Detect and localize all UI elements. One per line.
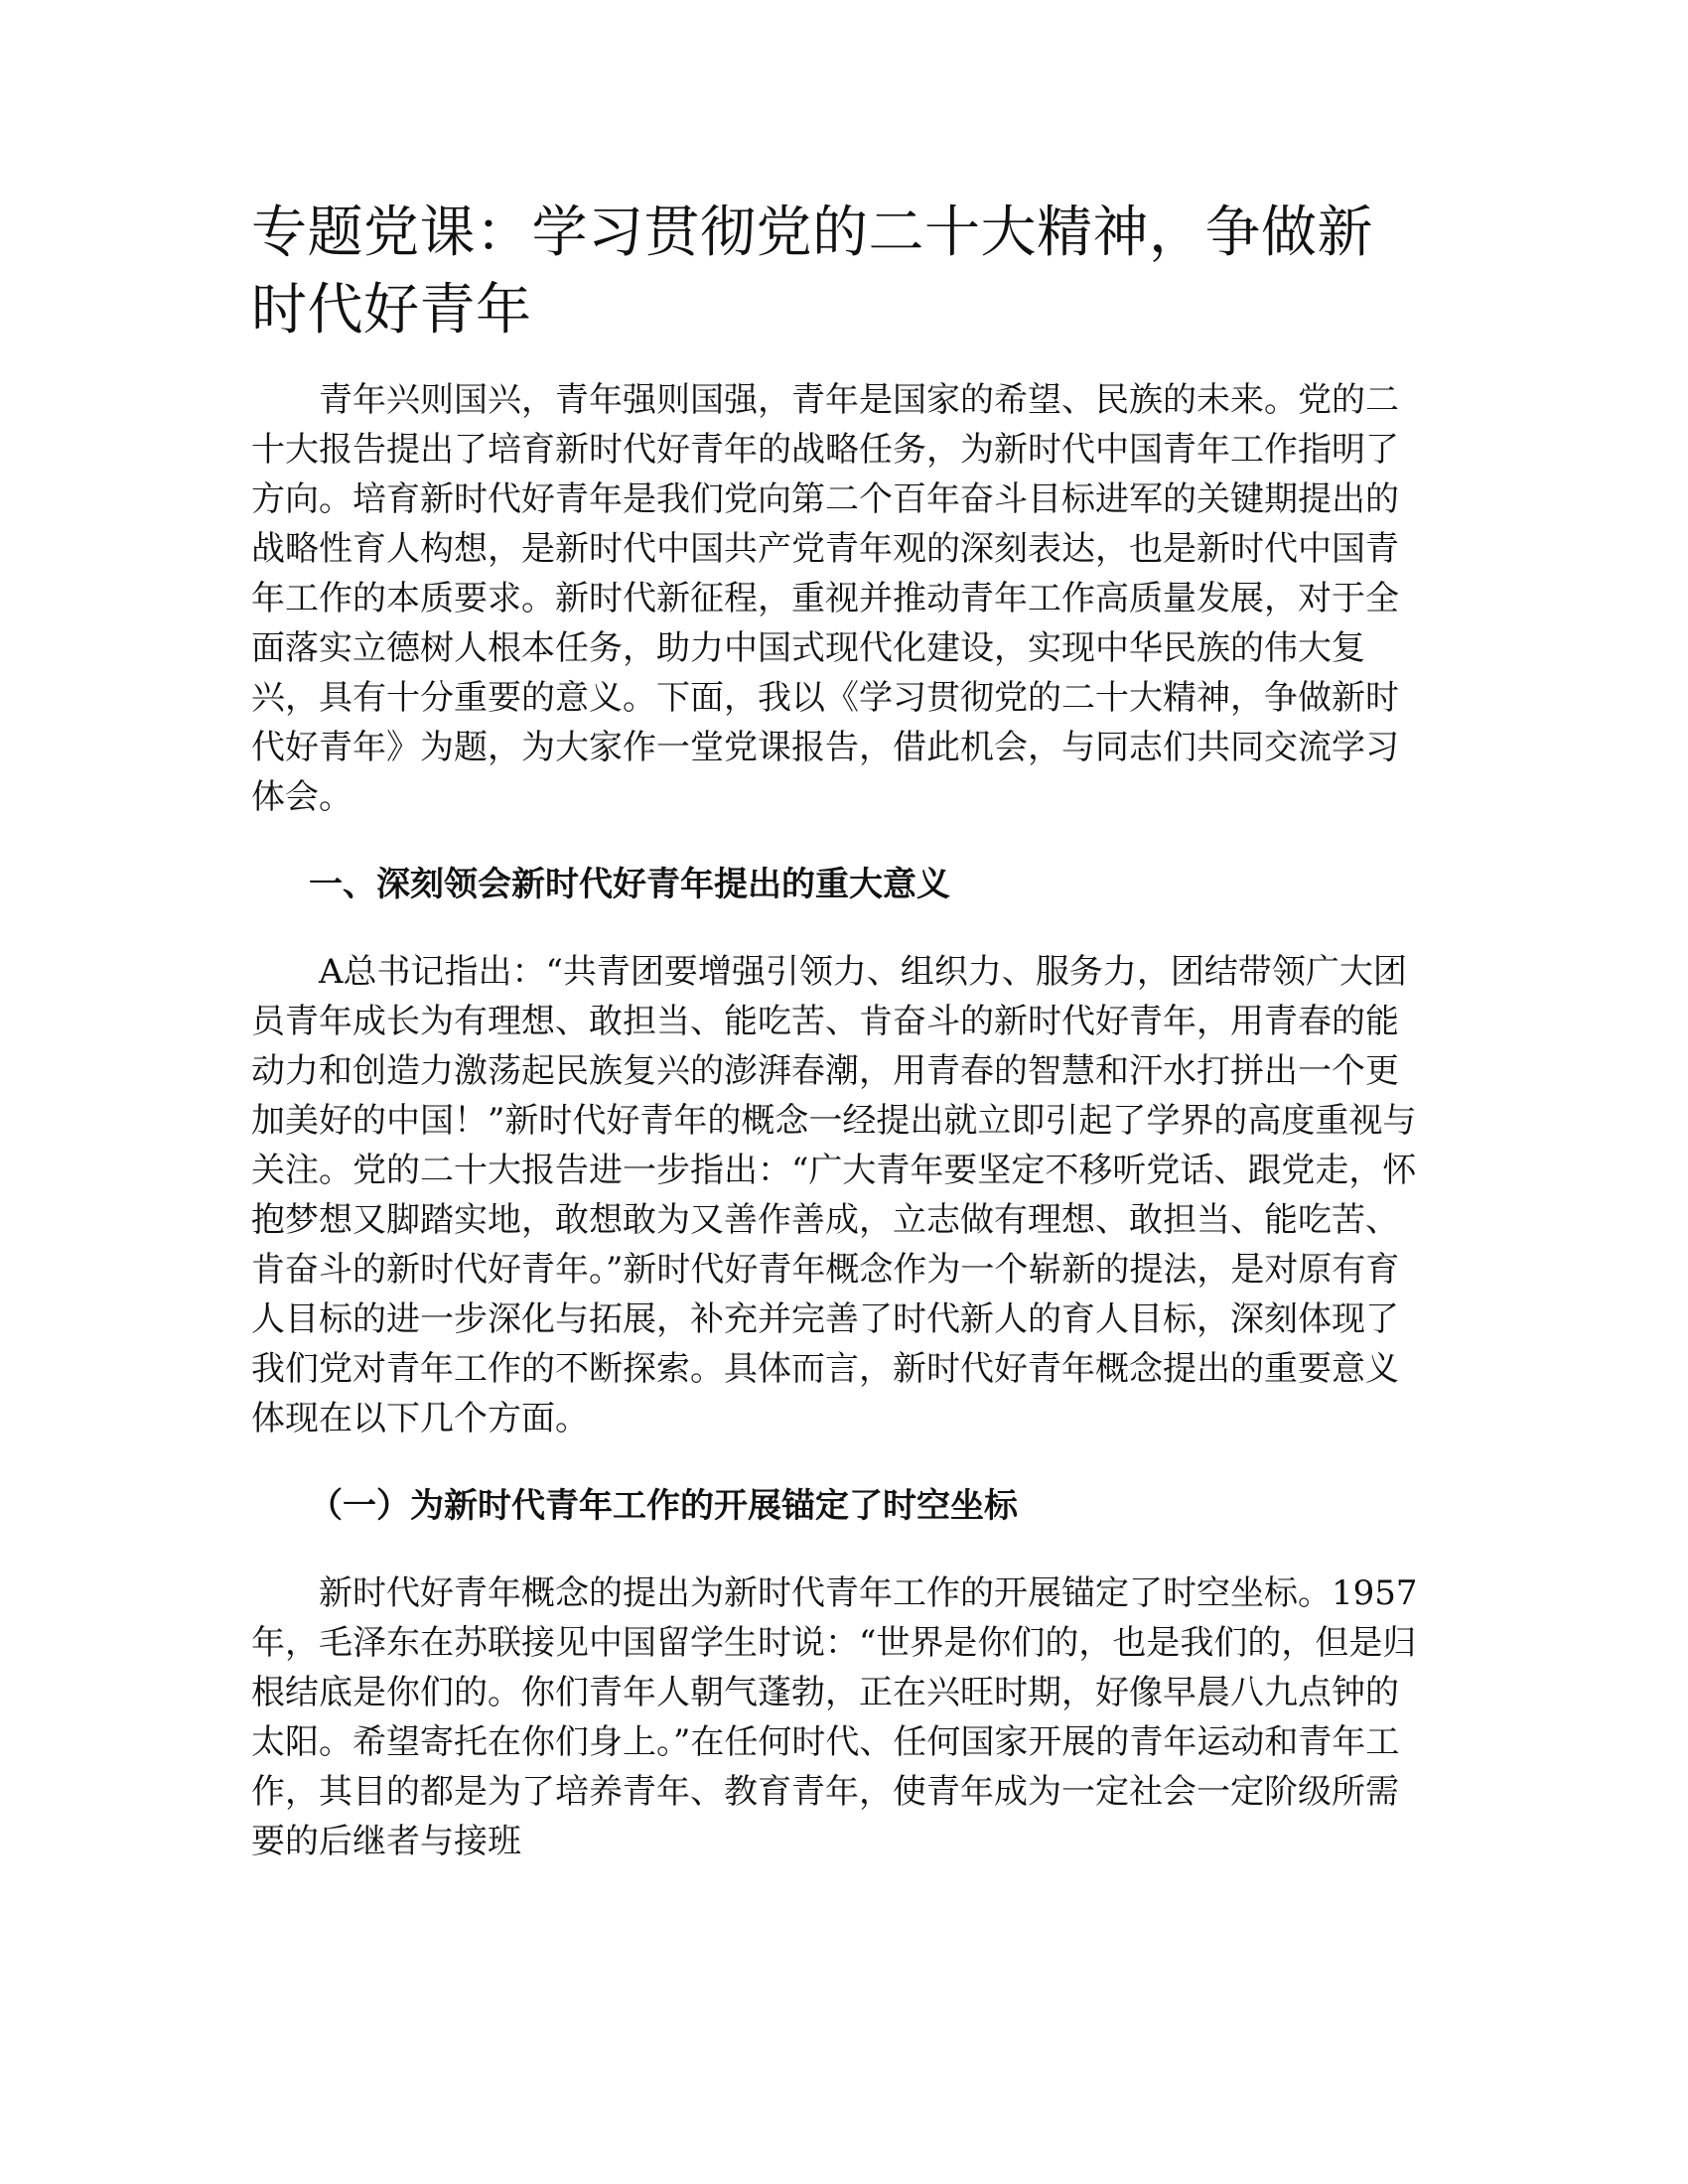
document-body bbox=[251, 195, 1418, 1866]
intro-paragraph: 青年兴则国兴，青年强则国强，青年是国家的希望、民族的未来。党的二十大报告提出了培育新时代好青年的战略任务，为新时代中国青年工作指明了方向。培育新时代好青年是我们党向第二个百年奋斗目标进军的关键期提出的战略性育人构想，是新时代中国共产党青年观的深刻表达，也是新时代中国青年工作的本质要求。新时代新征程，重视并推动青年工作高质量发展，对于全面落实立德树人根本任务，助力中国式现代化建设，实现中华民族的伟大复兴，具有十分重要的意义。下面，我以《学习贯彻党的二十大精神，争做新时代好青年》为题，为大家作一堂党课报告，借此机会，与同志们共同交流学习体会。 bbox=[251, 380, 1399, 817]
section-1-paragraph: A总书记指出：“共青团要增强引领力、组织力、服务力，团结带领广大团员青年成长为有理想、敢担当、能吃苦、肯奋斗的新时代好青年，用青春的能动力和创造力激荡起民族复兴的澎湃春潮，用青春的智慧和汗水打拼出一个更加美好的中国！”新时代好青年的概念一经提出就立即引起了学界的高度重视与关注。党的二十大报告进一步指出：“广大青年要坚定不移听党话、跟党走，怀抱梦想又脚踏实地，敢想敢为又善作善成，立志做有理想、敢担当、能吃苦、肯奋斗的新时代好青年。”新时代好青年概念作为一个崭新的提法，是对原有育人目标的进一步深化与拓展，补充并完善了时代新人的育人目标，深刻体现了我们党对青年工作的不断探索。具体而言，新时代好青年概念提出的重要意义体现在以下几个方面。 bbox=[251, 952, 1417, 1438]
subsection-1-paragraph: 新时代好青年概念的提出为新时代青年工作的开展锚定了时空坐标。1957年，毛泽东在苏联接见中国留学生时说：“世界是你们的，也是我们的，但是归根结底是你们的。你们青年人朝气蓬勃，正在兴旺时期，好像早晨八九点钟的太阳。希望寄托在你们身上。”在任何时代、任何国家开展的青年运动和青年工作，其目的都是为了培养青年、教育青年，使青年成为一定社会一定阶级所需要的后继者与接班 bbox=[251, 1573, 1418, 1861]
document-title: 专题党课：学习贯彻党的二十大精神，争做新时代好青年 bbox=[251, 201, 1373, 342]
subsection-heading-1: （一）为新时代青年工作的开展锚定了时空坐标 bbox=[309, 1486, 1018, 1526]
section-heading-1: 一、深刻领会新时代好青年提出的重大意义 bbox=[309, 865, 950, 904]
